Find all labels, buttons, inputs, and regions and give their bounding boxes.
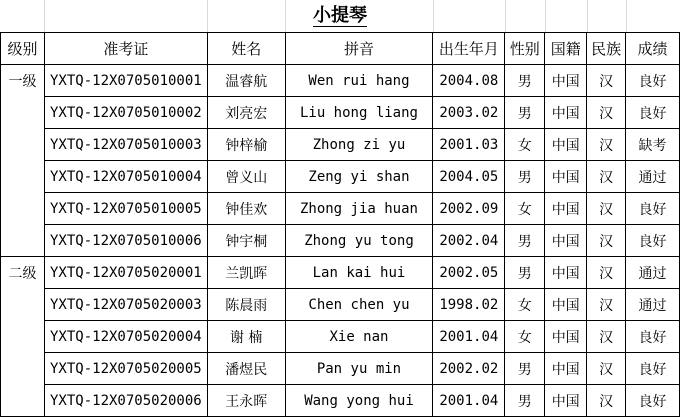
cell-birth[interactable]: 2002.05 [433, 257, 505, 289]
cell-id[interactable]: YXTQ-12X0705010001 [44, 65, 207, 97]
cell-grade[interactable]: 良好 [626, 353, 680, 385]
cell-birth[interactable]: 2004.08 [433, 65, 505, 97]
cell-gender[interactable]: 女 [505, 321, 545, 353]
cell-grade[interactable]: 缺考 [626, 129, 680, 161]
cell-grade[interactable]: 良好 [626, 193, 680, 225]
cell-gender[interactable]: 男 [505, 353, 545, 385]
table-row [1, 257, 680, 289]
header-birth[interactable]: 出生年月 [433, 33, 505, 65]
cell-nationality[interactable]: 中国 [545, 97, 587, 129]
cell-pinyin[interactable]: Zeng yi shan [285, 161, 433, 193]
header-gender[interactable]: 性别 [505, 33, 545, 65]
cell-id[interactable]: YXTQ-12X0705010002 [44, 97, 207, 129]
cell-nationality[interactable]: 中国 [545, 385, 587, 417]
table-row [1, 65, 680, 97]
cell-nationality[interactable]: 中国 [545, 321, 587, 353]
cell-gender[interactable]: 男 [505, 97, 545, 129]
cell-gender[interactable]: 女 [505, 193, 545, 225]
cell-name[interactable]: 刘亮宏 [207, 97, 285, 129]
cell-pinyin[interactable]: Wang yong hui [285, 385, 433, 417]
cell-birth[interactable]: 1998.02 [433, 289, 505, 321]
cell-birth[interactable]: 2001.04 [433, 385, 505, 417]
sheet-title [0, 4, 680, 28]
cell-ethnicity[interactable]: 汉 [587, 257, 626, 289]
cell-nationality[interactable]: 中国 [545, 193, 587, 225]
cell-name[interactable]: 兰凯晖 [207, 257, 285, 289]
table-row [1, 193, 680, 225]
cell-pinyin[interactable]: Zhong jia huan [285, 193, 433, 225]
header-level[interactable]: 级别 [1, 33, 45, 65]
cell-level[interactable] [1, 225, 45, 257]
table-row [1, 97, 680, 129]
cell-level[interactable]: 一级 [1, 65, 45, 97]
header-grade[interactable]: 成绩 [626, 33, 680, 65]
table-row [1, 353, 680, 385]
cell-pinyin[interactable]: Lan kai hui [285, 257, 433, 289]
cell-level[interactable]: 二级 [1, 257, 45, 289]
cell-grade[interactable]: 通过 [626, 289, 680, 321]
cell-grade[interactable]: 良好 [626, 321, 680, 353]
cell-pinyin[interactable]: Pan yu min [285, 353, 433, 385]
title-row [0, 0, 680, 33]
cell-name[interactable]: 陈晨雨 [207, 289, 285, 321]
cell-level[interactable] [1, 321, 45, 353]
cell-grade[interactable]: 通过 [626, 257, 680, 289]
cell-pinyin[interactable]: Liu hong liang [285, 97, 433, 129]
cell-birth[interactable]: 2001.03 [433, 129, 505, 161]
cell-pinyin[interactable]: Xie nan [285, 321, 433, 353]
cell-level[interactable] [1, 385, 45, 417]
sheet-title-text: 小提琴 [313, 5, 367, 26]
cell-grade[interactable]: 良好 [626, 65, 680, 97]
header-row [1, 33, 680, 65]
cell-birth[interactable]: 2002.02 [433, 353, 505, 385]
cell-name[interactable]: 钟梓榆 [207, 129, 285, 161]
table-row [1, 321, 680, 353]
cell-gender[interactable]: 男 [505, 161, 545, 193]
cell-nationality[interactable]: 中国 [545, 161, 587, 193]
cell-level[interactable] [1, 129, 45, 161]
table-row [1, 129, 680, 161]
cell-pinyin[interactable]: Wen rui hang [285, 65, 433, 97]
cell-name[interactable]: 钟佳欢 [207, 193, 285, 225]
header-ethnicity[interactable]: 民族 [587, 33, 626, 65]
cell-level[interactable] [1, 97, 45, 129]
cell-id[interactable]: YXTQ-12X0705020006 [44, 385, 207, 417]
cell-id[interactable]: YXTQ-12X0705010006 [44, 225, 207, 257]
cell-name[interactable]: 潘煜民 [207, 353, 285, 385]
cell-ethnicity[interactable]: 汉 [587, 129, 626, 161]
cell-nationality[interactable]: 中国 [545, 129, 587, 161]
table-row [1, 161, 680, 193]
table-row [1, 385, 680, 417]
cell-name[interactable]: 温睿航 [207, 65, 285, 97]
cell-birth[interactable]: 2004.05 [433, 161, 505, 193]
cell-grade[interactable]: 良好 [626, 225, 680, 257]
cell-gender[interactable]: 男 [505, 65, 545, 97]
cell-nationality[interactable]: 中国 [545, 225, 587, 257]
cell-ethnicity[interactable]: 汉 [587, 321, 626, 353]
cell-id[interactable]: YXTQ-12X0705010004 [44, 161, 207, 193]
cell-pinyin[interactable]: Zhong zi yu [285, 129, 433, 161]
score-table [0, 32, 680, 417]
cell-level[interactable] [1, 289, 45, 321]
cell-gender[interactable]: 女 [505, 129, 545, 161]
cell-gender[interactable]: 男 [505, 257, 545, 289]
cell-nationality[interactable]: 中国 [545, 257, 587, 289]
cell-nationality[interactable]: 中国 [545, 289, 587, 321]
cell-id[interactable]: YXTQ-12X0705020003 [44, 289, 207, 321]
cell-ethnicity[interactable]: 汉 [587, 353, 626, 385]
cell-id[interactable]: YXTQ-12X0705020004 [44, 321, 207, 353]
cell-id[interactable]: YXTQ-12X0705010003 [44, 129, 207, 161]
cell-birth[interactable]: 2003.02 [433, 97, 505, 129]
header-pinyin[interactable]: 拼音 [285, 33, 433, 65]
cell-ethnicity[interactable]: 汉 [587, 289, 626, 321]
header-nationality[interactable]: 国籍 [545, 33, 587, 65]
cell-ethnicity[interactable]: 汉 [587, 97, 626, 129]
cell-ethnicity[interactable]: 汉 [587, 193, 626, 225]
cell-nationality[interactable]: 中国 [545, 353, 587, 385]
cell-birth[interactable]: 2002.09 [433, 193, 505, 225]
cell-name[interactable]: 王永晖 [207, 385, 285, 417]
cell-gender[interactable]: 男 [505, 385, 545, 417]
cell-grade[interactable]: 通过 [626, 161, 680, 193]
cell-level[interactable] [1, 353, 45, 385]
cell-name[interactable]: 曾义山 [207, 161, 285, 193]
cell-ethnicity[interactable]: 汉 [587, 225, 626, 257]
table-row [1, 225, 680, 257]
header-id[interactable]: 准考证 [44, 33, 207, 65]
cell-id[interactable]: YXTQ-12X0705020005 [44, 353, 207, 385]
cell-pinyin[interactable]: Zhong yu tong [285, 225, 433, 257]
cell-name[interactable]: 谢 楠 [207, 321, 285, 353]
cell-ethnicity[interactable]: 汉 [587, 65, 626, 97]
cell-grade[interactable]: 良好 [626, 97, 680, 129]
cell-id[interactable]: YXTQ-12X0705020001 [44, 257, 207, 289]
cell-nationality[interactable]: 中国 [545, 65, 587, 97]
cell-pinyin[interactable]: Chen chen yu [285, 289, 433, 321]
cell-name[interactable]: 钟宇桐 [207, 225, 285, 257]
cell-grade[interactable]: 良好 [626, 385, 680, 417]
table-row [1, 289, 680, 321]
cell-id[interactable]: YXTQ-12X0705010005 [44, 193, 207, 225]
cell-birth[interactable]: 2002.04 [433, 225, 505, 257]
cell-gender[interactable]: 女 [505, 289, 545, 321]
cell-level[interactable] [1, 193, 45, 225]
cell-birth[interactable]: 2001.04 [433, 321, 505, 353]
cell-gender[interactable]: 男 [505, 225, 545, 257]
cell-ethnicity[interactable]: 汉 [587, 161, 626, 193]
cell-level[interactable] [1, 161, 45, 193]
cell-ethnicity[interactable]: 汉 [587, 385, 626, 417]
header-name[interactable]: 姓名 [207, 33, 285, 65]
